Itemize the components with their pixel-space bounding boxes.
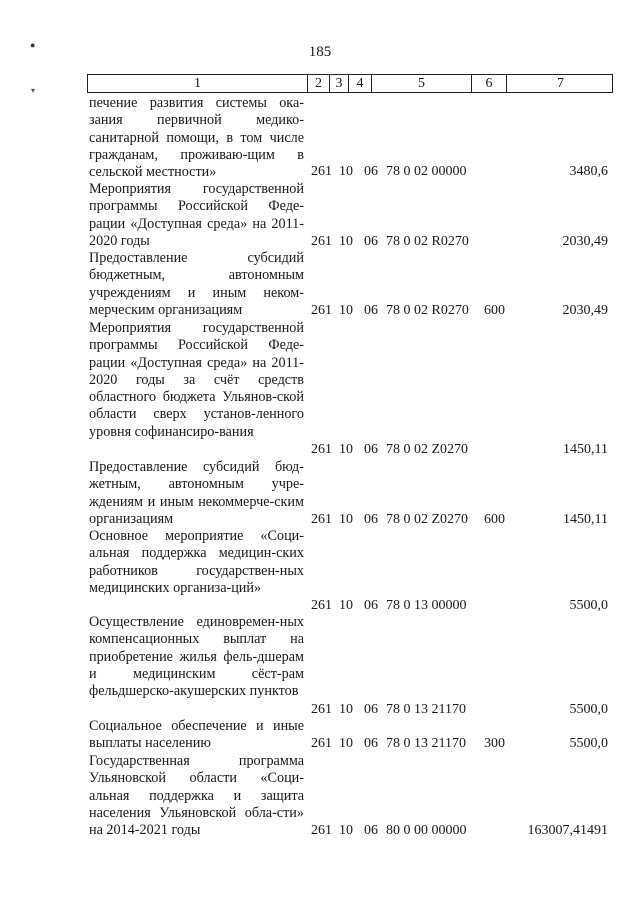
header-col-4: 4 <box>348 75 371 92</box>
code-col-3: 10 <box>339 234 353 249</box>
code-col-4: 06 <box>364 234 378 249</box>
code-col-3: 10 <box>339 442 353 457</box>
row-amount: 1450,11 <box>563 442 608 457</box>
code-col-5: 78 0 13 00000 <box>386 598 467 613</box>
row-amount: 3480,6 <box>569 164 608 179</box>
header-col-6: 6 <box>471 75 506 92</box>
code-col-3: 10 <box>339 823 353 838</box>
row-description: Основное мероприятие «Соци-альная поддержка медицин-ских работников государствен-ных медицинских организа-ций» <box>89 528 304 596</box>
code-col-4: 06 <box>364 512 378 527</box>
header-col-3: 3 <box>329 75 348 92</box>
row-description: Предоставление субсидий бюд-жетным, автономным учре-ждениям и иным некоммерче-ским организациям <box>89 459 304 527</box>
code-col-6: 600 <box>484 512 505 527</box>
row-description: Мероприятия государственной программы Российской Феде-рации «Доступная среда» на 2011-2020 годы <box>89 181 304 249</box>
row-description: печение развития системы ока-зания первичной медико-санитарной помощи, в том числе гражданам, проживаю-щим в сельской местности» <box>89 95 304 181</box>
code-col-5: 80 0 00 00000 <box>386 823 467 838</box>
code-col-3: 10 <box>339 512 353 527</box>
code-col-4: 06 <box>364 303 378 318</box>
code-col-4: 06 <box>364 736 378 751</box>
code-col-2: 261 <box>311 234 332 249</box>
page-number: 185 <box>308 44 332 60</box>
code-col-3: 10 <box>339 736 353 751</box>
code-col-6: 300 <box>484 736 505 751</box>
code-col-4: 06 <box>364 598 378 613</box>
header-col-5: 5 <box>371 75 471 92</box>
scan-speck: ● <box>30 40 36 50</box>
row-description: Мероприятия государственной программы Российской Феде-рации «Доступная среда» на 2011-2020 годы за счёт средств областного бюджета Ульянов-ской области сверх установ-ленного уровня софинансиро-вания <box>89 320 304 440</box>
code-col-4: 06 <box>364 823 378 838</box>
code-col-5: 78 0 02 00000 <box>386 164 467 179</box>
code-col-4: 06 <box>364 702 378 717</box>
code-col-2: 261 <box>311 303 332 318</box>
row-description: Социальное обеспечение и иные выплаты населению <box>89 718 304 752</box>
row-amount: 2030,49 <box>562 303 608 318</box>
scan-speck: ▾ <box>31 86 36 95</box>
code-col-4: 06 <box>364 164 378 179</box>
code-col-2: 261 <box>311 702 332 717</box>
code-col-2: 261 <box>311 512 332 527</box>
row-amount: 163007,41491 <box>527 823 608 838</box>
code-col-5: 78 0 02 Z0270 <box>386 442 469 457</box>
code-col-3: 10 <box>339 303 353 318</box>
code-col-2: 261 <box>311 164 332 179</box>
row-amount: 1450,11 <box>563 512 608 527</box>
header-col-7: 7 <box>506 75 614 92</box>
code-col-5: 78 0 02 R0270 <box>386 234 469 249</box>
row-amount: 5500,0 <box>569 702 608 717</box>
code-col-3: 10 <box>339 702 353 717</box>
code-col-5: 78 0 13 21170 <box>386 736 466 751</box>
code-col-2: 261 <box>311 736 332 751</box>
row-amount: 2030,49 <box>562 234 608 249</box>
code-col-4: 06 <box>364 442 378 457</box>
code-col-3: 10 <box>339 598 353 613</box>
code-col-2: 261 <box>311 598 332 613</box>
row-description: Государственная программа Ульяновской области «Соци-альная поддержка и защита населения Ульяновской обла-сти» на 2014-2021 годы <box>89 753 304 839</box>
code-col-5: 78 0 13 21170 <box>386 702 466 717</box>
code-col-2: 261 <box>311 442 332 457</box>
header-col-2: 2 <box>307 75 329 92</box>
row-amount: 5500,0 <box>569 736 608 751</box>
table-header <box>87 74 613 93</box>
code-col-5: 78 0 02 R0270 <box>386 303 469 318</box>
header-col-1: 1 <box>194 76 201 91</box>
row-amount: 5500,0 <box>569 598 608 613</box>
code-col-6: 600 <box>484 303 505 318</box>
code-col-5: 78 0 02 Z0270 <box>386 512 469 527</box>
code-col-3: 10 <box>339 164 353 179</box>
code-col-2: 261 <box>311 823 332 838</box>
row-description: Предоставление субсидий бюджетным, автономным учреждениям и иным неком-мерческим организациям <box>89 250 304 318</box>
row-description: Осуществление единовремен-ных компенсационных выплат на приобретение жилья фель-дшерам и медицинским сёст-рам фельдшерско-акушерских пунктов <box>89 614 304 700</box>
